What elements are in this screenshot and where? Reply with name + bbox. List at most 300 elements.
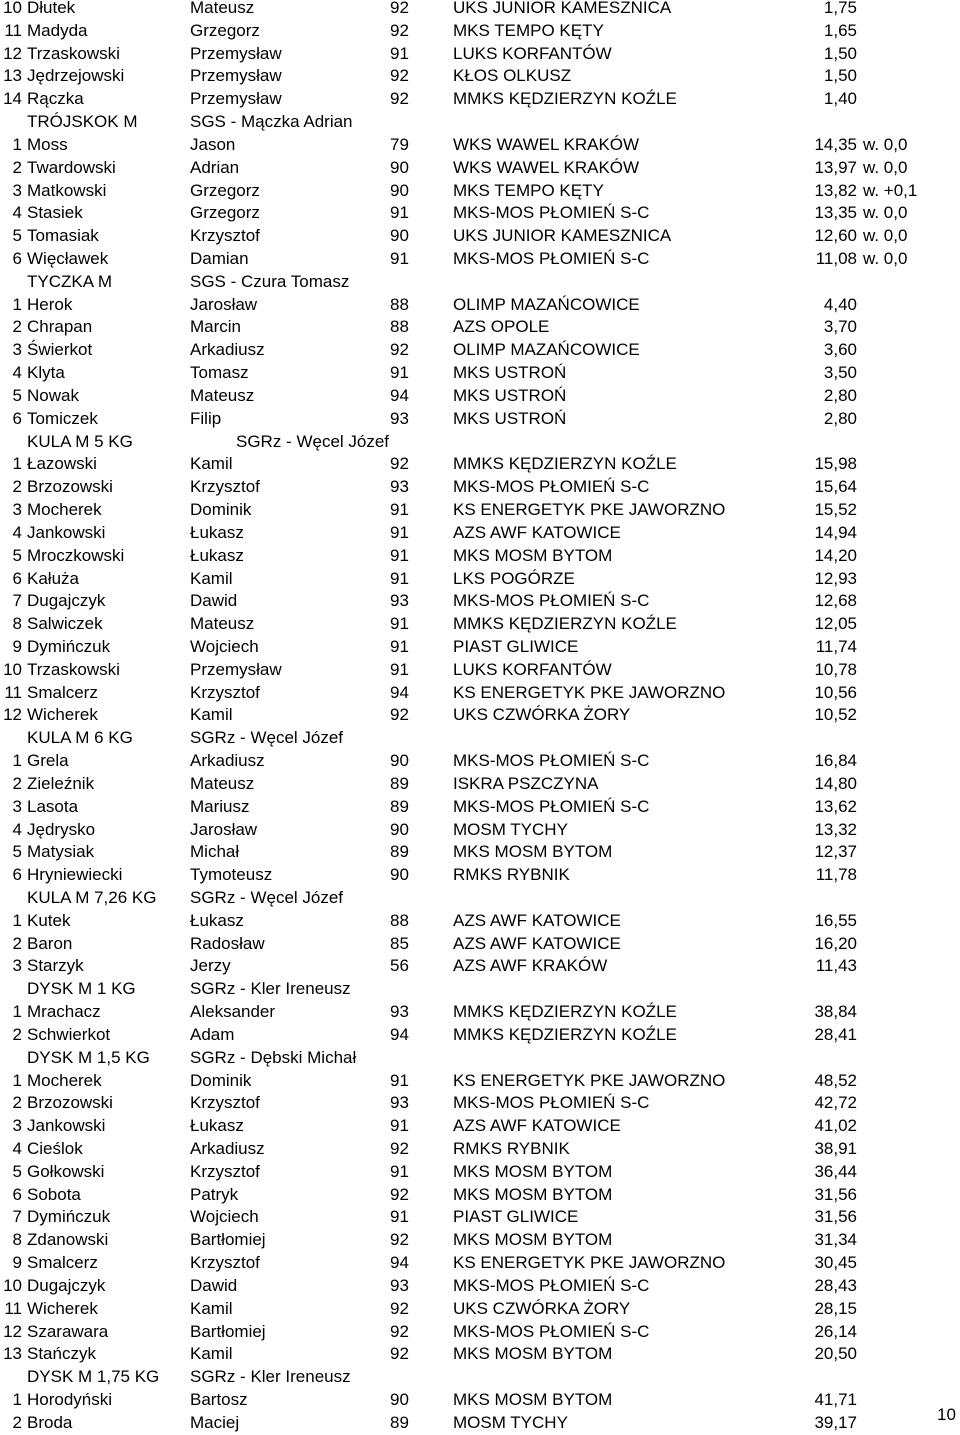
first-name: Arkadiusz [190,340,265,360]
result-row [0,339,960,362]
first-name: Krzysztof [190,682,260,702]
surname: Mocherek [27,1070,102,1090]
place: 7 [12,591,22,611]
surname: Dymińczuk [27,1207,111,1227]
club: LKS POGÓRZE [453,568,575,588]
place: 5 [12,1161,22,1181]
birth-year: 90 [390,1390,409,1410]
result: 10,52 [814,705,857,725]
club: MOSM TYCHY [453,819,568,839]
first-name: Wojciech [190,1207,259,1227]
result: 41,02 [814,1116,857,1136]
result-row [0,134,960,157]
result-row [0,385,960,408]
result-row [0,476,960,499]
wind: w. 0,0 [863,157,908,177]
wind: w. 0,0 [863,134,908,154]
club: KS ENERGETYK PKE JAWORZNO [453,682,726,702]
first-name: Przemysław [190,66,282,86]
surname: Twardowski [27,157,116,177]
first-name: Arkadiusz [190,751,265,771]
result: 31,56 [814,1184,857,1204]
event-header [0,271,960,294]
surname: Mocherek [27,500,102,520]
surname: Salwiczek [27,614,103,634]
place: 2 [12,773,22,793]
birth-year: 94 [390,682,409,702]
first-name: Krzysztof [190,1093,260,1113]
surname: Dymińczuk [27,636,111,656]
birth-year: 92 [390,705,409,725]
surname: Madyda [27,20,88,40]
birth-year: 92 [390,340,409,360]
place: 5 [12,842,22,862]
first-name: Przemysław [190,43,282,63]
club: MMKS KĘDZIERZYN KOŹLE [453,1024,677,1044]
surname: Cieślok [27,1139,83,1158]
birth-year: 92 [390,20,409,40]
birth-year: 92 [390,0,409,17]
result-row [0,636,960,659]
place: 1 [12,454,22,474]
club: PIAST GLIWICE [453,1207,579,1227]
club: MKS MOSM BYTOM [453,1161,613,1181]
surname: Starzyk [27,956,84,976]
surname: Sobota [27,1184,81,1204]
club: MOSM TYCHY [453,1412,568,1432]
first-name: Jarosław [190,294,258,314]
first-name: Marcin [190,317,242,337]
coach-name: SGS - Mączka Adrian [190,112,353,132]
result: 28,15 [814,1298,857,1318]
club: LUKS KORFANTÓW [453,43,612,63]
first-name: Przemysław [190,659,282,679]
place: 2 [12,933,22,953]
event-name: DYSK M 1,75 KG [27,1367,160,1387]
surname: Grela [27,751,69,771]
club: UKS CZWÓRKA ŻORY [453,1298,631,1318]
birth-year: 91 [390,43,409,63]
result-row [0,773,960,796]
result-row [0,20,960,43]
birth-year: 92 [390,454,409,474]
surname: Dugajczyk [27,591,106,611]
result: 11,43 [815,956,857,976]
first-name: Dawid [190,1275,238,1295]
result-row [0,545,960,568]
place: 1 [12,1070,22,1090]
place: 5 [12,385,22,405]
club: MKS-MOS PŁOMIEŃ S-C [453,1275,650,1295]
surname: Zdanowski [27,1230,109,1250]
birth-year: 92 [390,1344,409,1364]
first-name: Łukasz [190,1116,244,1136]
surname: Hryniewiecki [27,865,123,885]
place: 6 [12,865,22,885]
result: 26,14 [814,1321,857,1341]
first-name: Damian [190,249,249,269]
surname: Brzozowski [27,477,113,497]
coach-name: SGRz - Węcel Józef [190,728,344,748]
surname: Wicherek [27,1298,98,1318]
club: UKS CZWÓRKA ŻORY [453,705,631,725]
result-row [0,864,960,887]
club: MMKS KĘDZIERZYN KOŹLE [453,1002,677,1022]
surname: Schwierkot [27,1024,111,1044]
birth-year: 88 [390,317,409,337]
surname: Wicherek [27,705,98,725]
result: 14,80 [814,773,857,793]
first-name: Mateusz [190,0,255,17]
birth-year: 85 [390,933,409,953]
surname: Mroczkowski [27,545,125,565]
place: 11 [4,1298,22,1318]
first-name: Radosław [190,933,265,953]
place: 4 [12,1139,22,1158]
place: 2 [12,477,22,497]
event-header [0,978,960,1001]
result-row [0,1161,960,1184]
event-header [0,1366,960,1389]
result-row [0,225,960,248]
birth-year: 90 [390,865,409,885]
surname: Smalcerz [27,682,98,702]
club: MKS-MOS PŁOMIEŃ S-C [453,591,650,611]
result: 3,60 [823,340,857,360]
result: 1,65 [823,20,857,40]
result-row [0,499,960,522]
event-name: DYSK M 1,5 KG [27,1047,150,1067]
club: AZS AWF KATOWICE [453,910,621,930]
club: KŁOS OLKUSZ [453,66,572,86]
birth-year: 91 [390,363,409,383]
birth-year: 93 [390,1093,409,1113]
result-row [0,88,960,111]
club: MKS-MOS PŁOMIEŃ S-C [453,1093,650,1113]
place: 12 [3,705,22,725]
result: 20,50 [814,1344,857,1364]
birth-year: 93 [390,1002,409,1022]
result-row [0,910,960,933]
result: 16,55 [814,910,857,930]
place: 9 [12,1253,22,1273]
club: AZS OPOLE [453,317,550,337]
place: 6 [12,408,22,428]
birth-year: 91 [390,636,409,656]
first-name: Przemysław [190,89,282,109]
wind: w. +0,1 [863,180,918,200]
birth-year: 90 [390,819,409,839]
first-name: Dawid [190,591,238,611]
birth-year: 91 [390,249,409,269]
place: 6 [12,249,22,269]
club: WKS WAWEL KRAKÓW [453,157,640,177]
event-header [0,887,960,910]
wind: w. 0,0 [863,203,908,223]
first-name: Krzysztof [190,226,260,246]
surname: Matysiak [27,842,95,862]
club: MKS-MOS PŁOMIEŃ S-C [453,796,650,816]
place: 2 [12,1412,22,1432]
coach-name: SGRz - Węcel Józef [190,887,344,907]
place: 4 [12,522,22,542]
place: 11 [4,20,22,40]
place: 14 [3,89,22,109]
place: 10 [3,1275,22,1295]
club: KS ENERGETYK PKE JAWORZNO [453,500,726,520]
result-row [0,408,960,431]
birth-year: 93 [390,408,409,428]
club: MMKS KĘDZIERZYN KOŹLE [453,614,677,634]
result: 13,35 [814,203,857,223]
place: 2 [12,157,22,177]
result: 39,17 [814,1412,857,1432]
birth-year: 92 [390,1298,409,1318]
result: 28,41 [814,1024,857,1044]
club: UKS JUNIOR KAMESZNICA [453,0,672,17]
birth-year: 92 [390,1139,409,1158]
result: 2,80 [823,385,857,405]
birth-year: 91 [390,659,409,679]
result-row [0,1138,960,1161]
birth-year: 90 [390,157,409,177]
result-row [0,933,960,956]
first-name: Mateusz [190,385,255,405]
first-name: Grzegorz [190,20,260,40]
wind: w. 0,0 [863,226,908,246]
place: 6 [12,568,22,588]
result-row [0,1184,960,1207]
first-name: Wojciech [190,636,259,656]
result: 48,52 [814,1070,857,1090]
place: 10 [3,0,22,17]
surname: Moss [27,134,68,154]
surname: Matkowski [27,180,107,200]
place: 13 [3,66,22,86]
result-row [0,1389,960,1412]
birth-year: 94 [390,1253,409,1273]
first-name: Kamil [190,705,233,725]
surname: Zieleźnik [27,773,95,793]
surname: Jędrysko [27,819,96,839]
surname: Stasiek [27,203,83,223]
result: 13,97 [814,157,857,177]
birth-year: 91 [390,203,409,223]
result: 38,84 [814,1002,857,1022]
result: 14,94 [814,522,857,542]
result-row [0,202,960,225]
first-name: Kamil [190,1344,233,1364]
place: 12 [3,1321,22,1341]
result: 1,40 [823,89,857,109]
first-name: Krzysztof [190,1253,260,1273]
surname: Jankowski [27,1116,106,1136]
first-name: Dominik [190,1070,252,1090]
birth-year: 79 [390,134,409,154]
place: 3 [12,796,22,816]
result-row [0,1412,960,1435]
club: AZS AWF KATOWICE [453,1116,621,1136]
birth-year: 89 [390,842,409,862]
result-row [0,659,960,682]
result: 14,35 [814,134,857,154]
place: 3 [12,956,22,976]
result: 13,62 [814,796,857,816]
result-row [0,568,960,591]
result: 38,91 [814,1139,857,1158]
result: 15,98 [814,454,857,474]
club: OLIMP MAZAŃCOWICE [453,340,640,360]
club: MKS TEMPO KĘTY [453,20,604,40]
first-name: Grzegorz [190,203,260,223]
result: 14,20 [814,545,857,565]
place: 2 [12,1093,22,1113]
club: ISKRA PSZCZYNA [453,773,599,793]
result-row [0,1321,960,1344]
event-name: KULA M 6 KG [27,728,133,748]
first-name: Tymoteusz [190,865,273,885]
place: 5 [12,226,22,246]
coach-name: SGS - Czura Tomasz [190,271,350,291]
surname: Kutek [27,910,71,930]
result-row [0,65,960,88]
birth-year: 94 [390,385,409,405]
wind: w. 0,0 [863,249,908,269]
event-header [0,111,960,134]
result: 15,52 [814,500,857,520]
result-row [0,682,960,705]
place: 3 [12,180,22,200]
club: RMKS RYBNIK [453,1139,570,1158]
result: 42,72 [814,1093,857,1113]
result: 12,05 [814,614,857,634]
club: MKS MOSM BYTOM [453,545,613,565]
club: MKS-MOS PŁOMIEŃ S-C [453,751,650,771]
first-name: Michał [190,842,240,862]
coach-name: SGRz - Dębski Michał [190,1047,357,1067]
result: 10,78 [814,659,857,679]
first-name: Kamil [190,454,233,474]
first-name: Patryk [190,1184,239,1204]
birth-year: 56 [390,956,409,976]
surname: Tomiczek [27,408,98,428]
result: 30,45 [814,1253,857,1273]
first-name: Mateusz [190,614,255,634]
event-header [0,727,960,750]
club: OLIMP MAZAŃCOWICE [453,294,640,314]
first-name: Krzysztof [190,1161,260,1181]
place: 8 [12,1230,22,1250]
result: 13,82 [814,180,857,200]
place: 7 [12,1207,22,1227]
place: 4 [12,363,22,383]
club: RMKS RYBNIK [453,865,570,885]
result-row [0,796,960,819]
birth-year: 91 [390,614,409,634]
club: PIAST GLIWICE [453,636,579,656]
surname: Mrachacz [27,1002,101,1022]
place: 4 [12,819,22,839]
result-row [0,1092,960,1115]
surname: Chrapan [27,317,93,337]
first-name: Krzysztof [190,477,260,497]
birth-year: 90 [390,180,409,200]
first-name: Grzegorz [190,180,260,200]
result-row [0,1343,960,1366]
first-name: Łukasz [190,545,244,565]
place: 4 [12,203,22,223]
surname: Klyta [27,363,65,383]
first-name: Kamil [190,568,233,588]
first-name: Aleksander [190,1002,276,1022]
result: 10,56 [814,682,857,702]
surname: Dłutek [27,0,76,17]
birth-year: 89 [390,773,409,793]
result-row [0,180,960,203]
club: AZS AWF KATOWICE [453,522,621,542]
club: MMKS KĘDZIERZYN KOŹLE [453,454,677,474]
result: 31,56 [814,1207,857,1227]
birth-year: 91 [390,522,409,542]
birth-year: 92 [390,89,409,109]
first-name: Adrian [190,157,240,177]
event-name: TYCZKA M [27,271,113,291]
result: 13,32 [814,819,857,839]
result: 28,43 [814,1275,857,1295]
birth-year: 93 [390,477,409,497]
place: 8 [12,614,22,634]
birth-year: 92 [390,1321,409,1341]
place: 2 [12,317,22,337]
surname: Nowak [27,385,79,405]
birth-year: 92 [390,1230,409,1250]
result-row [0,819,960,842]
first-name: Dominik [190,500,252,520]
first-name: Filip [190,408,222,428]
place: 1 [12,134,22,154]
result: 4,40 [823,294,857,314]
birth-year: 94 [390,1024,409,1044]
first-name: Łukasz [190,522,244,542]
club: MKS MOSM BYTOM [453,1230,613,1250]
result-row [0,157,960,180]
surname: Więcławek [27,249,109,269]
place: 13 [3,1344,22,1364]
first-name: Bartłomiej [190,1321,266,1341]
result-row [0,955,960,978]
birth-year: 91 [390,1161,409,1181]
birth-year: 91 [390,1070,409,1090]
result-row [0,1001,960,1024]
first-name: Adam [190,1024,235,1044]
place: 11 [4,682,22,702]
birth-year: 91 [390,545,409,565]
surname: Lasota [27,796,79,816]
club: MKS USTROŃ [453,363,567,383]
result-row [0,248,960,271]
surname: Herok [27,294,73,314]
first-name: Arkadiusz [190,1139,265,1158]
coach-name: SGRz - Węcel Józef [236,431,390,451]
result-row [0,0,960,20]
first-name: Łukasz [190,910,244,930]
result-row [0,1115,960,1138]
place: 1 [12,1002,22,1022]
club: AZS AWF KRAKÓW [453,956,608,976]
result: 1,50 [823,43,857,63]
club: MKS-MOS PŁOMIEŃ S-C [453,1321,650,1341]
first-name: Jarosław [190,819,258,839]
